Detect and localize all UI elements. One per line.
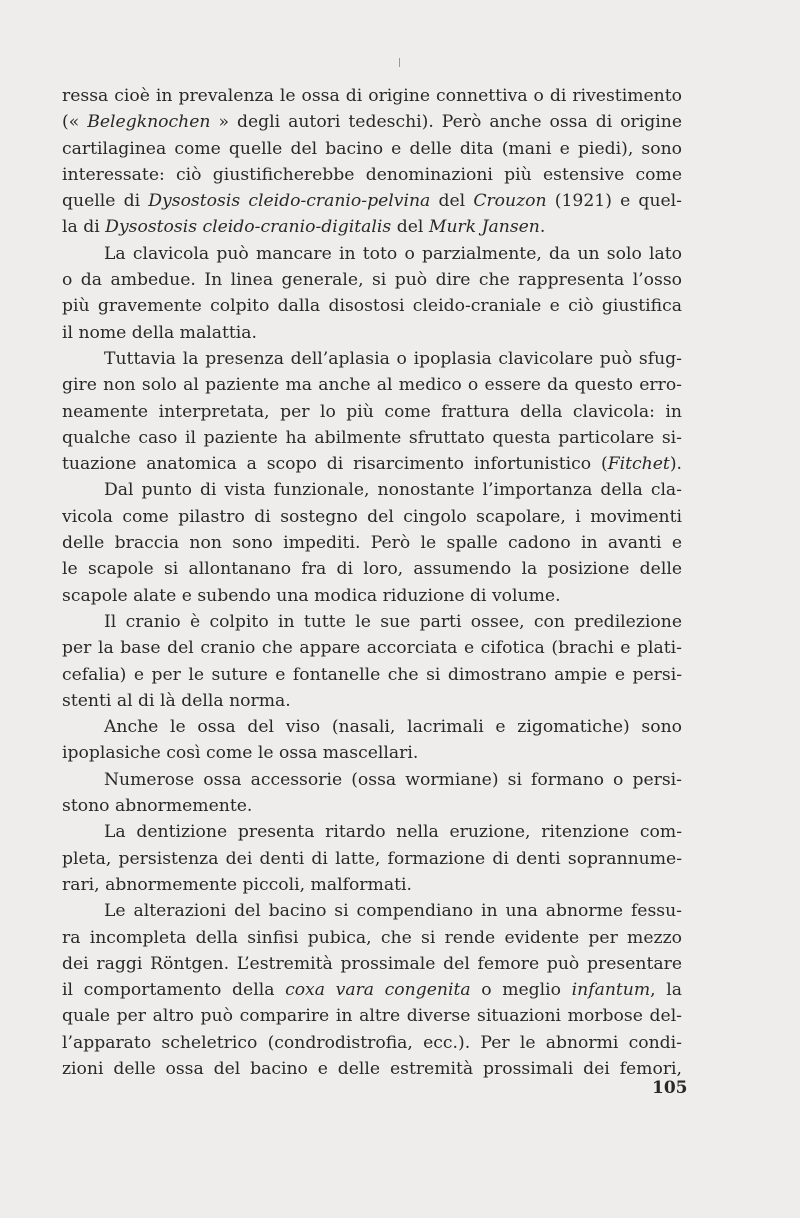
text-line (62, 504, 682, 530)
text-run: ra incompleta della sinfisi pubica, che si rende evidente per mezzo (62, 927, 682, 948)
text-run: Il cranio è colpito in tutte le sue parti ossee, con predilezione (104, 611, 682, 632)
text-line (62, 1056, 682, 1082)
text-line (62, 556, 682, 582)
text-run: gire non solo al paziente ma anche al medico o essere da questo erro- (62, 375, 682, 396)
text-line (62, 188, 682, 214)
text-line (62, 635, 682, 661)
text-run: qualche caso il paziente ha abilmente sfruttato questa particolare si- (62, 427, 682, 448)
text-line (62, 714, 682, 740)
text-line (62, 925, 682, 951)
text-run: delle braccia non sono impediti. Però le spalle cadono in avanti e (62, 533, 682, 554)
scan-mark (399, 58, 400, 67)
text-line (62, 767, 682, 793)
text-line (62, 267, 682, 293)
italic-text: Fitchet (607, 454, 670, 475)
text-line (62, 662, 682, 688)
text-run: le scapole si allontanano fra di loro, assumendo la posizione delle (62, 559, 682, 580)
italic-text: Dysostosis cleido-cranio-digitalis (105, 217, 392, 238)
text-run: rari, abnormemente piccoli, malformati. (62, 874, 412, 895)
text-run: ipoplasiche così come le ossa mascellari. (62, 743, 419, 764)
text-line (62, 872, 682, 898)
text-line (62, 898, 682, 924)
text-run: ressa cioè in prevalenza le ossa di origine connettiva o di rivestimento (62, 86, 682, 106)
text-run: tuazione anatomica a scopo di risarcimento infortunistico ( (62, 454, 608, 475)
text-run: o meglio (470, 980, 572, 1001)
text-run: quelle di (62, 191, 149, 212)
text-run: Anche le ossa del viso (nasali, lacrimali e zigomatiche) sono (104, 717, 682, 738)
italic-text: coxa vara congenita (285, 980, 471, 1001)
text-line (62, 740, 682, 766)
text-run: La dentizione presenta ritardo nella eruzione, ritenzione com- (104, 822, 682, 843)
text-line (62, 793, 682, 819)
text-line (62, 346, 682, 372)
text-run: del (430, 191, 474, 212)
italic-text: Crouzon (473, 191, 547, 212)
text-run: , la (650, 980, 682, 1001)
text-line (62, 530, 682, 556)
text-line (62, 477, 682, 503)
text-run: stono abnormemente. (62, 796, 253, 817)
text-run: Tuttavia la presenza dell’aplasia o ipoplasia clavicolare può sfug- (104, 348, 682, 369)
text-run: o da ambedue. In linea generale, si può dire che rappresenta l’osso (62, 270, 682, 291)
text-run: stenti al di là della norma. (62, 690, 291, 711)
text-run: la di (62, 217, 106, 238)
text-line (62, 320, 682, 346)
text-run: cartilaginea come quelle del bacino e delle dita (mani e piedi), sono (62, 138, 682, 159)
text-run: neamente interpretata, per lo più come frattura della clavicola: in (62, 401, 682, 422)
text-line (62, 688, 682, 714)
text-line (62, 241, 682, 267)
text-run: pleta, persistenza dei denti di latte, formazione di denti soprannume- (62, 848, 682, 869)
text-run: » degli autori tedeschi). Però anche ossa di origine (210, 112, 682, 133)
text-run: più gravemente colpito dalla disostosi cleido-craniale e ciò giustifica (62, 296, 682, 317)
text-line (62, 819, 682, 845)
text-line (62, 1003, 682, 1029)
text-line (62, 977, 682, 1003)
text-run: interessate: ciò giustificherebbe denominazioni più estensive come (62, 164, 682, 185)
text-run: scapole alate e subendo una modica riduzione di volume. (62, 585, 561, 606)
text-line (62, 136, 682, 162)
italic-text: Dysostosis cleido-cranio-pelvina (148, 191, 431, 212)
text-line (62, 846, 682, 872)
text-run: zioni delle ossa del bacino e delle estremità prossimali dei femori, (62, 1058, 682, 1079)
text-run: l’apparato scheletrico (condrodistrofia, ecc.). Per le abnormi condi- (62, 1032, 682, 1053)
text-run: il comportamento della (62, 980, 286, 1001)
page-number: 105 (652, 1078, 688, 1098)
text-line (62, 951, 682, 977)
text-line (62, 214, 682, 240)
text-run: Le alterazioni del bacino si compendiano in una abnorme fessu- (104, 901, 682, 922)
text-run: dei raggi Röntgen. L’estremità prossimale del femore può presentare (62, 953, 682, 974)
italic-text: Murk Jansen (428, 217, 540, 238)
text-line (62, 83, 682, 109)
text-run: Numerose ossa accessorie (ossa wormiane) si formano o persi- (104, 769, 682, 790)
text-run: il nome della malattia. (62, 322, 257, 343)
text-line (62, 1030, 682, 1056)
text-run: . (539, 217, 546, 238)
text-line (62, 425, 682, 451)
text-run: (« (62, 112, 88, 133)
text-run: vicola come pilastro di sostegno del cingolo scapolare, i movimenti (62, 506, 682, 527)
text-run: cefalia) e per le suture e fontanelle che si dimostrano ampie e persi- (62, 664, 682, 685)
text-line (62, 451, 682, 477)
text-run: per la base del cranio che appare accorciata e cifotica (brachi e plati- (62, 638, 682, 659)
text-line (62, 162, 682, 188)
text-run: (1921) e quel- (546, 191, 682, 212)
text-run: del (391, 217, 429, 238)
text-line (62, 372, 682, 398)
text-line (62, 609, 682, 635)
text-line (62, 583, 682, 609)
text-run: quale per altro può comparire in altre diverse situazioni morbose del- (62, 1006, 682, 1027)
text-run: Dal punto di vista funzionale, nonostante l’importanza della cla- (104, 480, 682, 501)
italic-text: Belegknochen (87, 112, 211, 133)
text-run: ). (669, 454, 682, 475)
text-line (62, 399, 682, 425)
italic-text: infantum (571, 980, 651, 1001)
text-line (62, 293, 682, 319)
page-text-block (62, 83, 682, 1082)
text-run: La clavicola può mancare in toto o parzialmente, da un solo lato (104, 243, 682, 264)
text-line (62, 109, 682, 135)
